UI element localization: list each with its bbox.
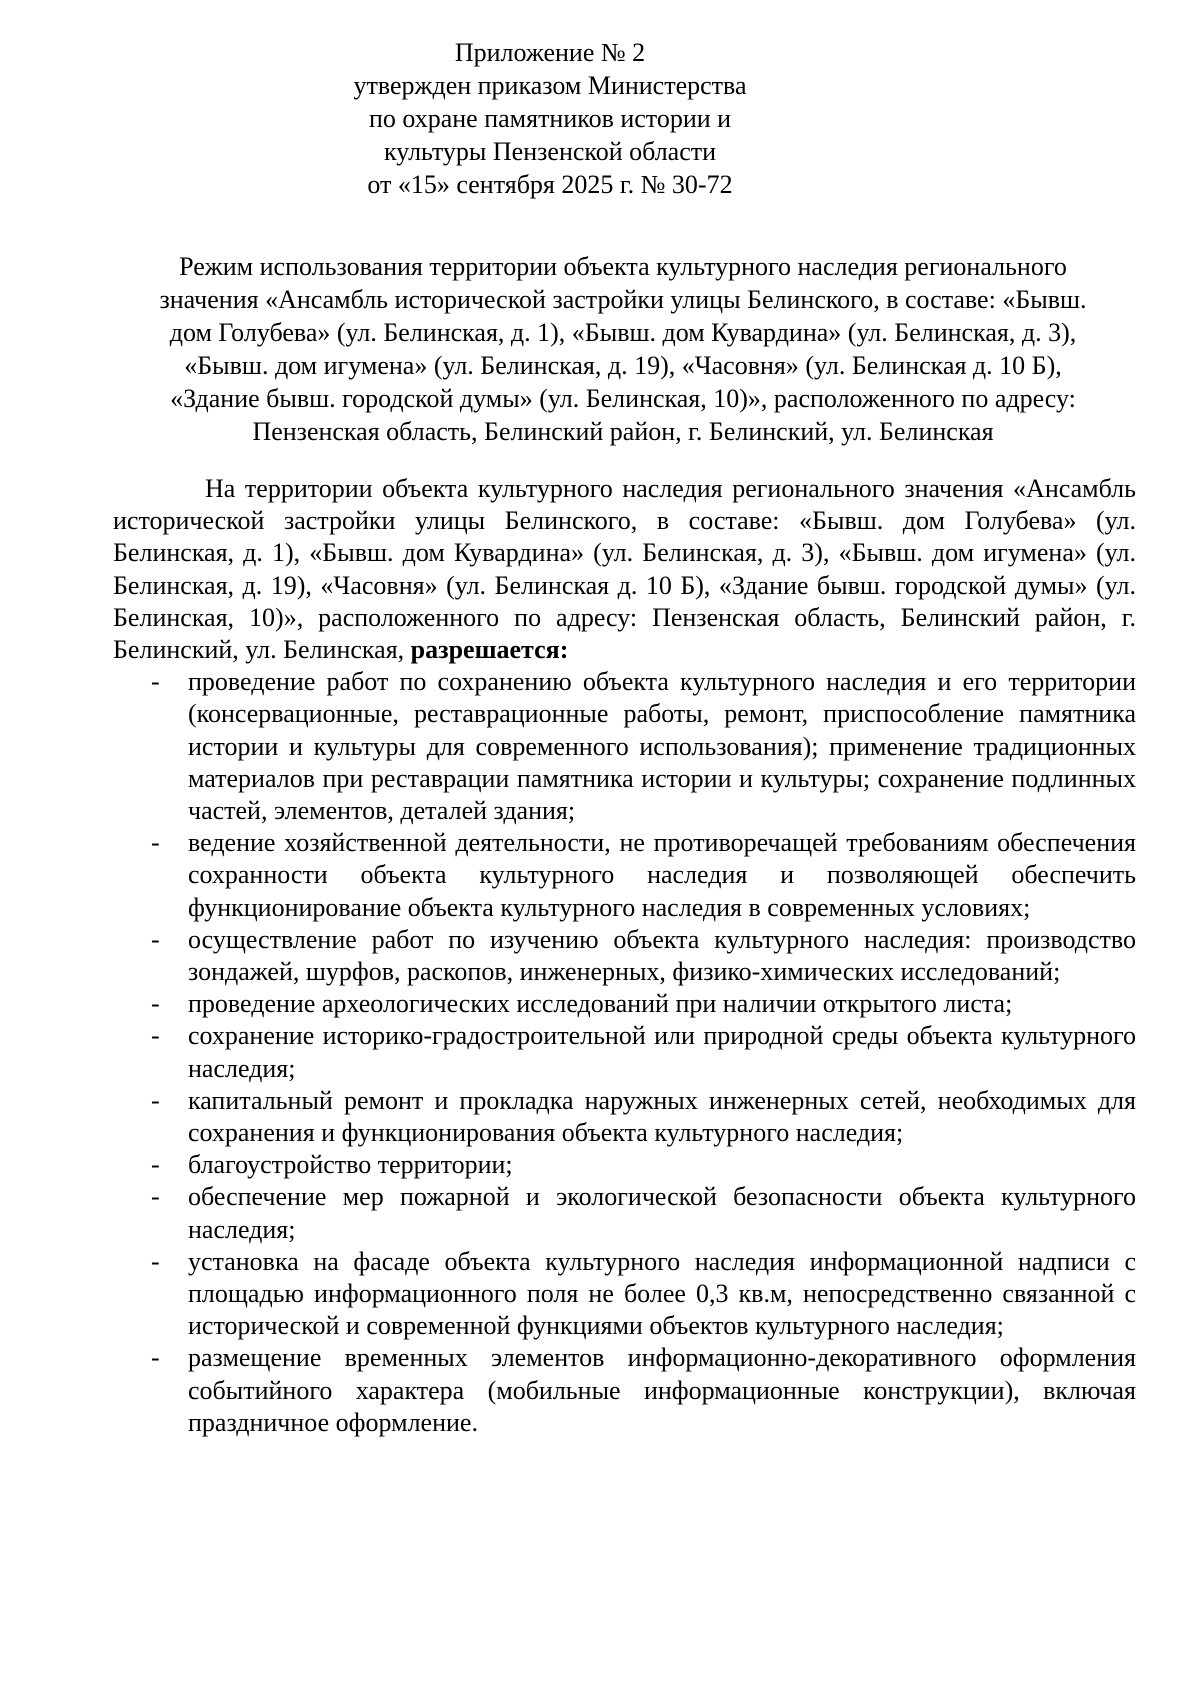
- list-item-text: проведение работ по сохранению объекта культурного наследия и его территории (консервационные, реставрационные работы, ремонт, приспособление памятника истории и культуры для современного использования); применение традиционных материалов при реставрации памятника истории и культуры; сохранение подлинных частей, элементов, деталей здания;: [188, 667, 1136, 826]
- list-item-text: обеспечение мер пожарной и экологической безопасности объекта культурного наследия;: [188, 1182, 1136, 1244]
- intro-emphasis: разрешается:: [410, 635, 569, 665]
- appendix-line: культуры Пензенской области: [383, 137, 717, 166]
- list-dash: -: [151, 924, 160, 954]
- list-dash: -: [151, 1246, 160, 1276]
- list-item: [113, 1149, 1136, 1181]
- list-dash: -: [151, 828, 160, 858]
- list-item-text: установка на фасаде объекта культурного наследия информационной надписи с площадью информационного поля не более 0,3 кв.м, непосредственно связанной с исторической и современной функциями объектов культурного наследия;: [188, 1246, 1136, 1341]
- list-item: [113, 1342, 1136, 1439]
- appendix-line: Приложение № 2: [454, 38, 646, 67]
- title-line: «Здание бывш. городской думы» (ул. Белинская, 10)», расположенного по адресу:: [170, 384, 1076, 413]
- document-title: [113, 250, 1133, 448]
- list-dash: -: [151, 1343, 160, 1373]
- list-item-text: ведение хозяйственной деятельности, не противоречащей требованиям обеспечения сохранности объекта культурного наследия и позволяющей обеспечить функционирование объекта культурного наследия в современных условиях;: [188, 828, 1136, 922]
- list-item: [113, 924, 1136, 988]
- list-dash: -: [151, 989, 160, 1019]
- list-item: [113, 666, 1136, 827]
- list-dash: -: [151, 1150, 160, 1180]
- list-item: [113, 1020, 1136, 1084]
- list-item-text: осуществление работ по изучению объекта культурного наследия: производство зондажей, шурфов, раскопов, инженерных, физико-химических исследований;: [188, 924, 1136, 987]
- list-item: [113, 1181, 1136, 1245]
- appendix-line: утвержден приказом Министерства: [353, 71, 747, 100]
- title-line: дом Голубева» (ул. Белинская, д. 1), «Бывш. дом Кувардина» (ул. Белинская, д. 3),: [169, 318, 1077, 347]
- list-dash: -: [151, 1182, 160, 1212]
- intro-paragraph: [113, 473, 1136, 666]
- list-dash: -: [151, 667, 160, 697]
- list-item: [113, 1246, 1136, 1343]
- appendix-line: по охране памятников истории и: [368, 104, 732, 133]
- title-line: «Бывш. дом игумена» (ул. Белинская, д. 19), «Часовня» (ул. Белинская д. 10 Б),: [184, 351, 1062, 380]
- intro-text: На территории объекта культурного наследия регионального значения «Ансамбль исторической застройки улицы Белинского, в составе: «Бывш. дом Голубева» (ул. Белинская, д. 1), «Бывш. дом Кувардина» (ул. Белинская, д. 3), «Бывш. дом игумена» (ул. Белинская, д. 19), «Часовня» (ул. Белинская д. 10 Б), «Здание бывш. городской думы» (ул. Белинская, 10)», расположенного по адресу: Пензенская область, Белинский район, г. Белинский, ул. Белинская,: [113, 474, 1136, 665]
- list-dash: -: [151, 1085, 160, 1115]
- list-item-text: проведение археологических исследований при наличии открытого листа;: [188, 989, 1013, 1019]
- document-body: [113, 473, 1136, 1439]
- list-item-text: капитальный ремонт и прокладка наружных инженерных сетей, необходимых для сохранения и функционирования объекта культурного наследия;: [188, 1085, 1136, 1148]
- permitted-activities-list: [113, 666, 1136, 1439]
- list-item-text: размещение временных элементов информационно-декоративного оформления событийного характера (мобильные информационные конструкции), включая праздничное оформление.: [188, 1343, 1136, 1437]
- title-line: Режим использования территории объекта культурного наследия регионального: [179, 252, 1067, 281]
- appendix-header: [300, 36, 800, 201]
- list-item: [113, 1085, 1136, 1149]
- appendix-line: от «15» сентября 2025 г. № 30-72: [367, 170, 733, 199]
- title-line: значения «Ансамбль исторической застройки улицы Белинского, в составе: «Бывш.: [159, 285, 1087, 314]
- list-dash: -: [151, 1021, 160, 1051]
- list-item: [113, 827, 1136, 924]
- list-item-text: сохранение историко-градостроительной или природной среды объекта культурного наследия;: [188, 1021, 1136, 1083]
- title-line: Пензенская область, Белинский район, г. Белинский, ул. Белинская: [252, 417, 994, 446]
- list-item: [113, 988, 1136, 1020]
- list-item-text: благоустройство территории;: [188, 1150, 513, 1180]
